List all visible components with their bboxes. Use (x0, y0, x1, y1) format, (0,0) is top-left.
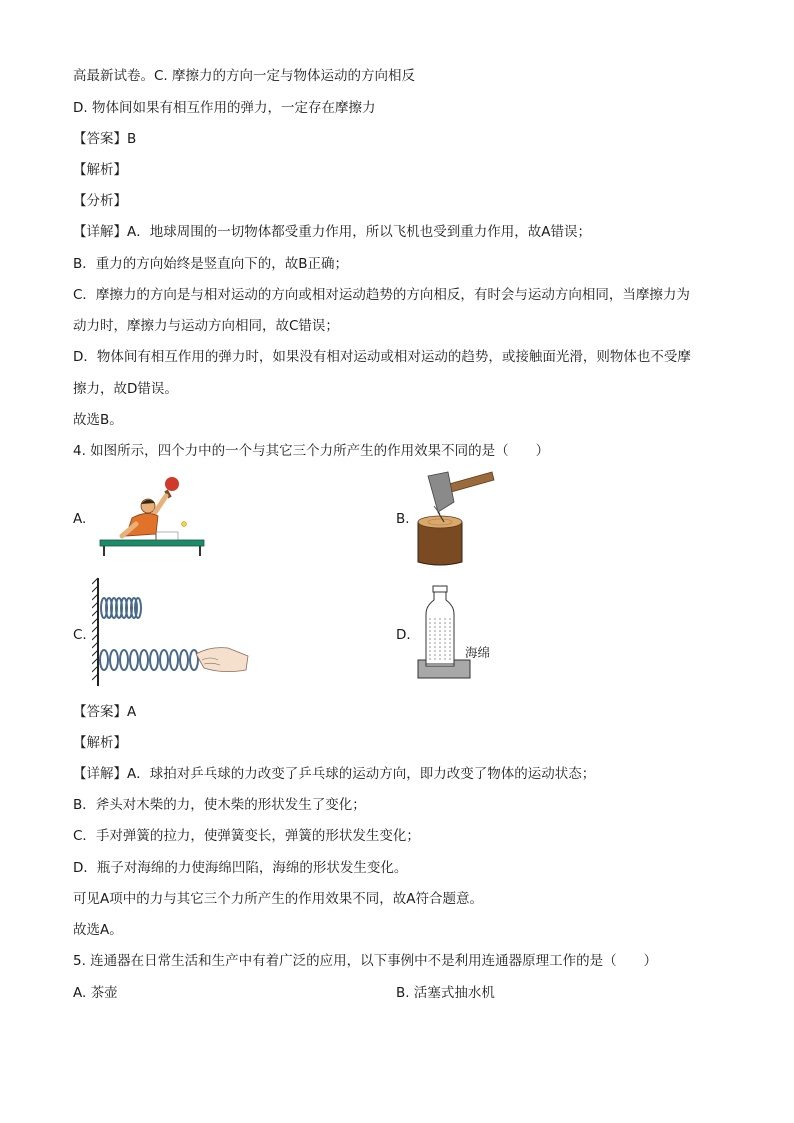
text-line: 【详解】A．地球周围的一切物体都受重力作用，所以飞机也受到重力作用，故A错误； (73, 224, 591, 240)
answer-label: 【答案】B (73, 131, 137, 147)
text-line: C．手对弹簧的拉力，使弹簧变长，弹簧的形状发生变化； (73, 828, 420, 844)
bottle-sponge-figure (414, 584, 474, 682)
text-line: B．斧头对木柴的力，使木柴的形状发生了变化； (73, 797, 366, 813)
text-line: 故选B。 (73, 412, 123, 428)
q5-option-b: B. 活塞式抽水机 (396, 985, 495, 1001)
spring-figure (92, 576, 252, 688)
text-line: 【详解】A．球拍对乒乓球的力改变了乒乓球的运动方向，即力改变了物体的运动状态； (73, 766, 596, 782)
axe-log-figure (414, 466, 498, 568)
answer-label: 【答案】A (73, 704, 137, 720)
text-line: D．物体间有相互作用的弹力时，如果没有相对运动或相对运动的趋势，或接触面光滑，则物体也不受摩 (73, 349, 691, 365)
q5-option-a: A. 茶壶 (73, 985, 118, 1001)
option-d-label: D. (396, 627, 411, 643)
table-tennis-figure (96, 474, 206, 558)
question-4-stem: 4. 如图所示，四个力中的一个与其它三个力所产生的作用效果不同的是（ ） (73, 443, 550, 459)
option-c-label: C. (73, 627, 87, 643)
option-b-label: B. (396, 511, 410, 527)
analysis-label: 【解析】 (73, 735, 127, 751)
text-line: D. 物体间如果有相互作用的弹力，一定存在摩擦力 (73, 100, 376, 116)
text-line: 高最新试卷。C. 摩擦力的方向一定与物体运动的方向相反 (73, 68, 416, 84)
text-line: 动力时，摩擦力与运动方向相同，故C错误； (73, 318, 339, 334)
text-line: 可见A项中的力与其它三个力所产生的作用效果不同，故A符合题意。 (73, 891, 483, 907)
option-a-label: A. (73, 511, 87, 527)
text-line: 擦力，故D错误。 (73, 381, 178, 397)
analysis-label: 【解析】 (73, 162, 127, 178)
text-line: C．摩擦力的方向是与相对运动的方向或相对运动趋势的方向相反，有时会与运动方向相同，当摩擦力为 (73, 287, 690, 303)
question-5-stem: 5. 连通器在日常生活和生产中有着广泛的应用，以下事例中不是利用连通器原理工作的是（ ） (73, 953, 658, 969)
text-line: B．重力的方向始终是竖直向下的，故B正确； (73, 256, 349, 272)
analysis-sub-label: 【分析】 (73, 193, 127, 209)
sponge-label: 海绵 (465, 645, 491, 660)
text-line: D．瓶子对海绵的力使海绵凹陷，海绵的形状发生变化。 (73, 860, 408, 876)
text-line: 故选A。 (73, 922, 123, 938)
